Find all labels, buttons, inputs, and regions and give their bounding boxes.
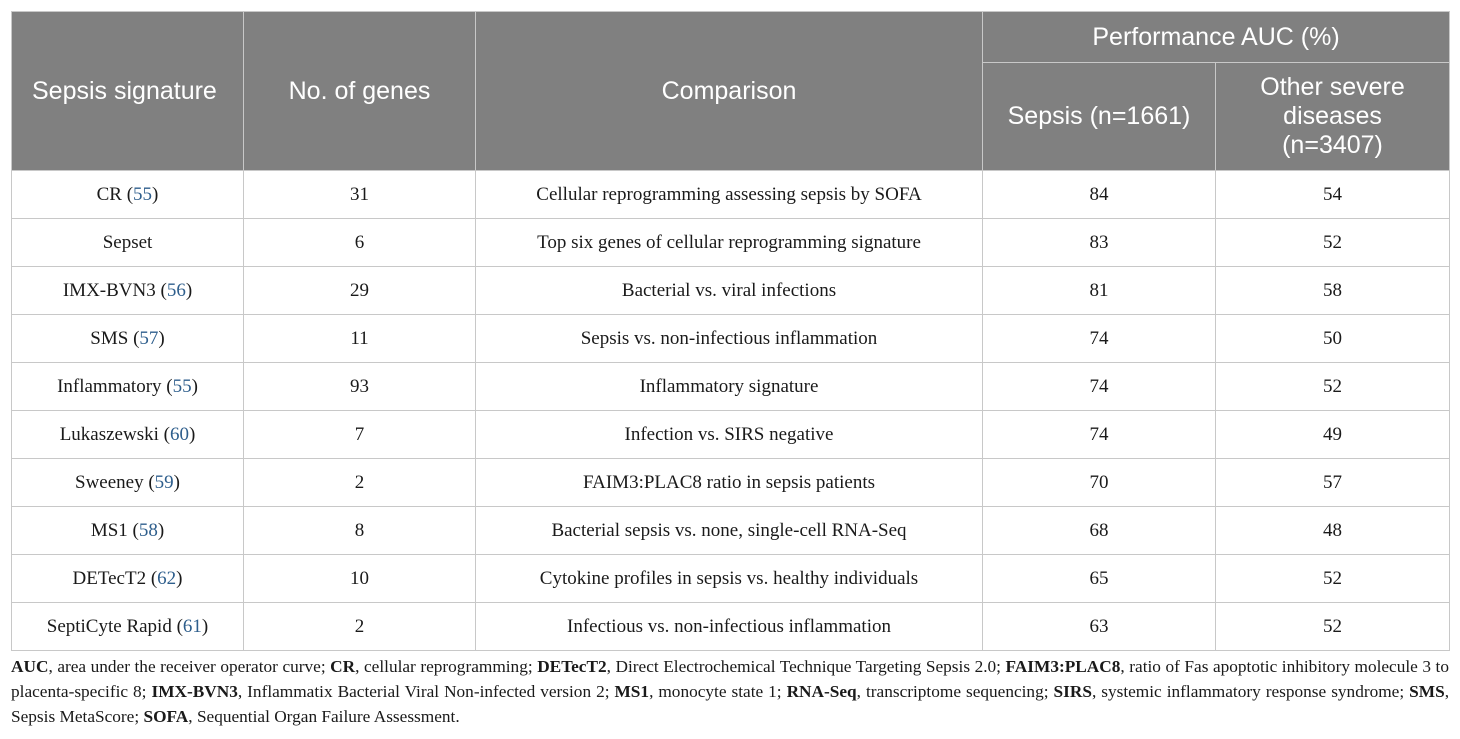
cell-other-auc: 54: [1216, 171, 1450, 219]
reference-link[interactable]: 60: [169, 423, 189, 445]
header-no-of-genes: No. of genes: [244, 12, 476, 171]
cell-comparison: FAIM3:PLAC8 ratio in sepsis patients: [476, 459, 983, 507]
signature-name: CR: [96, 183, 122, 205]
cell-signature: [12, 219, 244, 267]
cell-comparison: Inflammatory signature: [476, 363, 983, 411]
cell-other-auc: 52: [1216, 555, 1450, 603]
signature-name: Sweeney: [75, 471, 144, 493]
reference-link[interactable]: 55: [172, 375, 192, 397]
footnote-definition: , Inflammatix Bacterial Viral Non-infected version 2;: [237, 682, 615, 701]
cell-sepsis-auc: 83: [983, 219, 1216, 267]
footnote-term: SIRS: [1053, 682, 1092, 701]
table-row: [12, 315, 1450, 363]
cell-signature: Lukaszewski (60): [12, 411, 244, 459]
cell-sepsis-auc: 74: [983, 315, 1216, 363]
cell-sepsis-auc: 63: [983, 603, 1216, 651]
table-header: [12, 12, 1450, 171]
table-row: [12, 171, 1450, 219]
cell-genes: 2: [244, 459, 476, 507]
cell-other-auc: 48: [1216, 507, 1450, 555]
cell-other-auc: 52: [1216, 219, 1450, 267]
table-footnote: [11, 654, 1449, 729]
cell-comparison: Bacterial sepsis vs. none, single-cell RNA-Seq: [476, 507, 983, 555]
cell-comparison: Cytokine profiles in sepsis vs. healthy individuals: [476, 555, 983, 603]
cell-comparison: Bacterial vs. viral infections: [476, 267, 983, 315]
cell-signature: MS1 (58): [12, 507, 244, 555]
cell-sepsis-auc: 70: [983, 459, 1216, 507]
footnote-definition: , cellular reprogramming;: [355, 657, 538, 676]
footnote-definition: , Sequential Organ Failure Assessment.: [188, 707, 460, 726]
cell-genes: 10: [244, 555, 476, 603]
reference-link[interactable]: 55: [133, 183, 153, 205]
table-row: [12, 603, 1450, 651]
footnote-term: FAIM3:PLAC8: [1005, 657, 1121, 676]
cell-other-auc: 49: [1216, 411, 1450, 459]
footnote-definition: , Direct Electrochemical Technique Targeting Sepsis 2.0;: [606, 657, 1006, 676]
reference-link[interactable]: 61: [182, 615, 202, 637]
footnote-term: SOFA: [143, 707, 189, 726]
cell-signature: IMX-BVN3 (56): [12, 267, 244, 315]
header-other-line2: diseases: [1283, 102, 1382, 130]
cell-signature: SeptiCyte Rapid (61): [12, 603, 244, 651]
reference-link[interactable]: 62: [157, 567, 177, 589]
signature-name: Inflammatory: [57, 375, 162, 397]
signature-name: MS1: [90, 519, 128, 541]
header-sepsis-auc: Sepsis (n=1661): [983, 63, 1216, 171]
cell-genes: 8: [244, 507, 476, 555]
signature-name: DETecT2: [72, 567, 147, 589]
footnote-definition: , area under the receiver operator curve;: [48, 657, 331, 676]
cell-sepsis-auc: 81: [983, 267, 1216, 315]
footnote-definition: , systemic inflammatory response syndrome;: [1091, 682, 1410, 701]
cell-sepsis-auc: 74: [983, 363, 1216, 411]
footnote-term: RNA-Seq: [786, 682, 857, 701]
table-container: [11, 11, 1449, 651]
header-other-line1: Other severe: [1260, 73, 1405, 101]
sepsis-signature-table: [11, 11, 1450, 651]
cell-other-auc: 52: [1216, 603, 1450, 651]
reference-link[interactable]: 57: [139, 327, 159, 349]
header-other-line3: (n=3407): [1282, 131, 1383, 159]
table-row: [12, 411, 1450, 459]
cell-comparison: Cellular reprogramming assessing sepsis by SOFA: [476, 171, 983, 219]
footnote-definition: , Sepsis MetaScore;: [11, 682, 1450, 726]
cell-genes: 6: [244, 219, 476, 267]
signature-name: SMS: [90, 327, 129, 349]
cell-sepsis-auc: 65: [983, 555, 1216, 603]
signature-name: Sepset: [102, 231, 153, 253]
footnote-definition: , ratio of Fas apoptotic inhibitory molecule 3 to placenta-specific 8;: [11, 657, 1450, 701]
cell-signature: SMS (57): [12, 315, 244, 363]
cell-genes: 93: [244, 363, 476, 411]
header-comparison: Comparison: [476, 12, 983, 171]
footnote-definition: , transcriptome sequencing;: [856, 682, 1054, 701]
reference-link[interactable]: 59: [154, 471, 174, 493]
cell-signature: Sweeney (59): [12, 459, 244, 507]
footnote-definition: , monocyte state 1;: [649, 682, 787, 701]
cell-other-auc: 57: [1216, 459, 1450, 507]
table-body: [12, 171, 1450, 651]
cell-signature: DETecT2 (62): [12, 555, 244, 603]
cell-signature: CR (55): [12, 171, 244, 219]
table-row: [12, 267, 1450, 315]
table-row: [12, 507, 1450, 555]
cell-genes: 31: [244, 171, 476, 219]
table-row: [12, 363, 1450, 411]
cell-other-auc: 50: [1216, 315, 1450, 363]
signature-name: SeptiCyte Rapid: [46, 615, 172, 637]
cell-genes: 7: [244, 411, 476, 459]
reference-link[interactable]: 56: [166, 279, 186, 301]
signature-name: IMX-BVN3: [62, 279, 156, 301]
table-row: [12, 555, 1450, 603]
cell-genes: 2: [244, 603, 476, 651]
footnote-term: CR: [330, 657, 356, 676]
cell-other-auc: 52: [1216, 363, 1450, 411]
cell-sepsis-auc: 68: [983, 507, 1216, 555]
footnote-term: SMS: [1409, 682, 1445, 701]
footnote-term: MS1: [614, 682, 650, 701]
cell-sepsis-auc: 74: [983, 411, 1216, 459]
header-performance-auc: Performance AUC (%): [983, 12, 1450, 63]
header-other-diseases-auc: [1216, 63, 1450, 171]
cell-genes: 29: [244, 267, 476, 315]
cell-comparison: Top six genes of cellular reprogramming signature: [476, 219, 983, 267]
table-row: [12, 219, 1450, 267]
cell-other-auc: 58: [1216, 267, 1450, 315]
table-row: [12, 459, 1450, 507]
cell-comparison: Infection vs. SIRS negative: [476, 411, 983, 459]
cell-signature: Inflammatory (55): [12, 363, 244, 411]
cell-genes: 11: [244, 315, 476, 363]
reference-link[interactable]: 58: [138, 519, 158, 541]
signature-name: Lukaszewski: [59, 423, 159, 445]
footnote-term: DETecT2: [537, 657, 607, 676]
cell-comparison: Infectious vs. non-infectious inflammation: [476, 603, 983, 651]
cell-sepsis-auc: 84: [983, 171, 1216, 219]
cell-comparison: Sepsis vs. non-infectious inflammation: [476, 315, 983, 363]
header-sepsis-signature: Sepsis signature: [12, 12, 244, 171]
footnote-term: AUC: [11, 657, 49, 676]
footnote-term: IMX-BVN3: [151, 682, 238, 701]
